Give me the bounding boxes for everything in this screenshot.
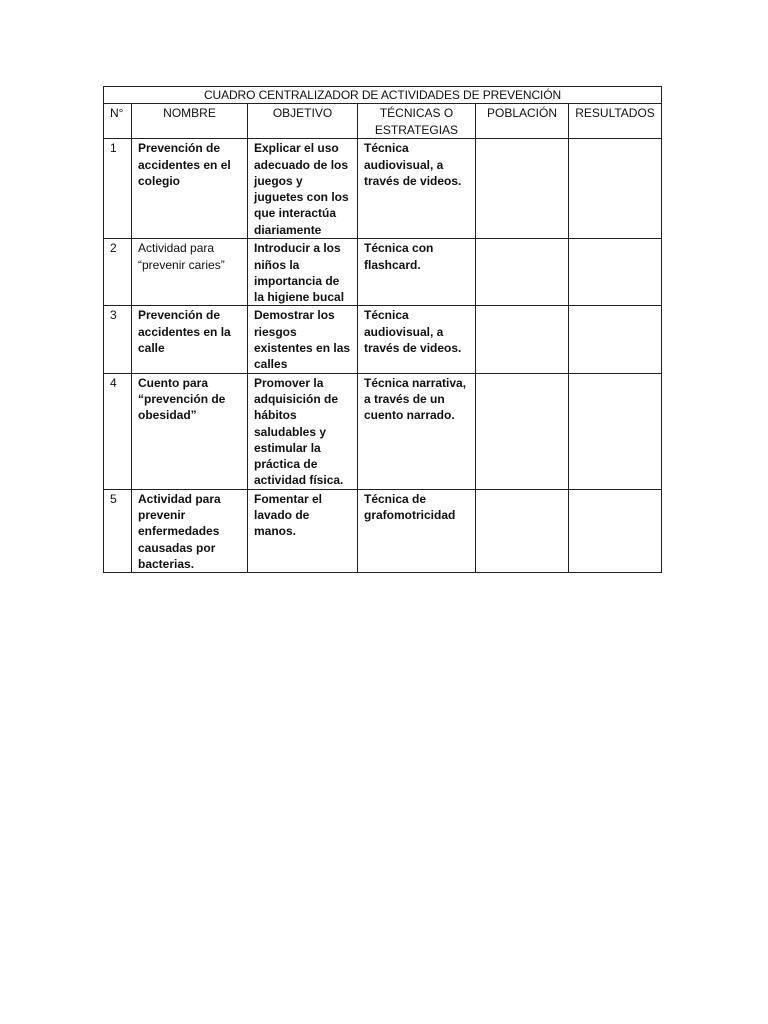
cell-numero: 3 bbox=[104, 306, 132, 373]
header-numero: N° bbox=[104, 104, 132, 139]
cell-resultados bbox=[569, 489, 662, 572]
cell-resultados bbox=[569, 239, 662, 306]
cell-nombre: Prevención de accidentes en la calle bbox=[132, 306, 248, 373]
cell-objetivo: Promover la adquisición de hábitos saludables y estimular la práctica de actividad física. bbox=[248, 373, 358, 489]
cell-resultados bbox=[569, 139, 662, 239]
cell-poblacion bbox=[476, 489, 569, 572]
prevention-activities-table bbox=[103, 86, 662, 573]
cell-numero: 4 bbox=[104, 373, 132, 489]
cell-poblacion bbox=[476, 139, 569, 239]
table-row bbox=[104, 139, 662, 239]
header-tecnicas: TÉCNICAS O ESTRATEGIAS bbox=[358, 104, 476, 139]
cell-tecnicas: Técnica narrativa, a través de un cuento narrado. bbox=[358, 373, 476, 489]
cell-tecnicas: Técnica de grafomotricidad bbox=[358, 489, 476, 572]
cell-objetivo: Introducir a los niños la importancia de la higiene bucal bbox=[248, 239, 358, 306]
cell-numero: 1 bbox=[104, 139, 132, 239]
cell-tecnicas: Técnica audiovisual, a través de videos. bbox=[358, 139, 476, 239]
cell-nombre: Actividad para “prevenir caries” bbox=[132, 239, 248, 306]
header-resultados: RESULTADOS bbox=[569, 104, 662, 139]
table-row bbox=[104, 373, 662, 489]
table-row bbox=[104, 489, 662, 572]
header-objetivo: OBJETIVO bbox=[248, 104, 358, 139]
header-poblacion: POBLACIÓN bbox=[476, 104, 569, 139]
table-title: CUADRO CENTRALIZADOR DE ACTIVIDADES DE PREVENCIÓN bbox=[104, 87, 662, 104]
cell-nombre: Prevención de accidentes en el colegio bbox=[132, 139, 248, 239]
cell-resultados bbox=[569, 306, 662, 373]
cell-numero: 2 bbox=[104, 239, 132, 306]
table-row bbox=[104, 239, 662, 306]
cell-resultados bbox=[569, 373, 662, 489]
cell-nombre: Cuento para “prevención de obesidad” bbox=[132, 373, 248, 489]
table-header-row bbox=[104, 104, 662, 139]
cell-poblacion bbox=[476, 239, 569, 306]
table-title-row bbox=[104, 87, 662, 104]
header-nombre: NOMBRE bbox=[132, 104, 248, 139]
cell-numero: 5 bbox=[104, 489, 132, 572]
cell-objetivo: Explicar el uso adecuado de los juegos y juguetes con los que interactúa diariamente bbox=[248, 139, 358, 239]
cell-objetivo: Fomentar el lavado de manos. bbox=[248, 489, 358, 572]
cell-tecnicas: Técnica con flashcard. bbox=[358, 239, 476, 306]
cell-poblacion bbox=[476, 373, 569, 489]
cell-nombre: Actividad para prevenir enfermedades causadas por bacterias. bbox=[132, 489, 248, 572]
table-row bbox=[104, 306, 662, 373]
cell-poblacion bbox=[476, 306, 569, 373]
cell-tecnicas: Técnica audiovisual, a través de videos. bbox=[358, 306, 476, 373]
cell-objetivo: Demostrar los riesgos existentes en las calles bbox=[248, 306, 358, 373]
